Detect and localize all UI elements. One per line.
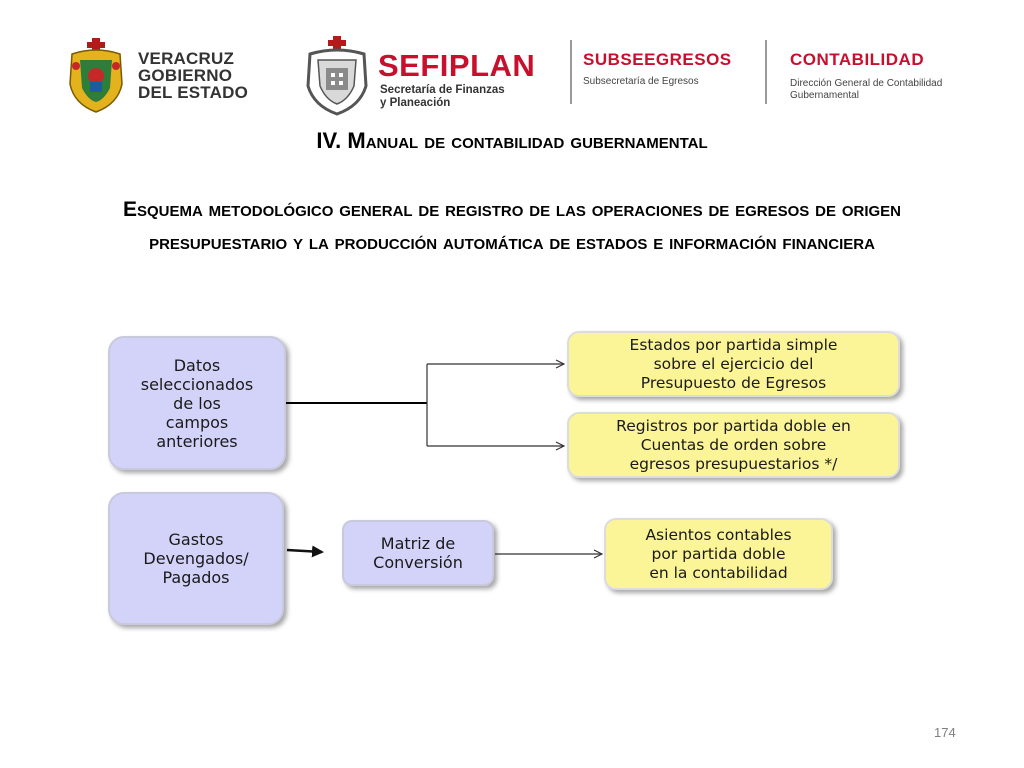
contabilidad-desc-line-1: Dirección General de Contabilidad bbox=[790, 78, 943, 89]
box-asientos-contables bbox=[604, 518, 833, 590]
box-gastos-devengados bbox=[108, 492, 284, 625]
page-number: 174 bbox=[934, 725, 956, 740]
box-gastos-label: Gastos Devengados/ Pagados bbox=[143, 530, 249, 587]
box-estados-label: Estados por partida simple sobre el ejercicio del Presupuesto de Egresos bbox=[629, 335, 838, 392]
section-title: IV. Manual de contabilidad gubernamental bbox=[316, 128, 708, 153]
box-matriz-conversion bbox=[342, 520, 494, 586]
subseegresos-desc: Subsecretaría de Egresos bbox=[583, 76, 699, 87]
arrow-gastos-to-matriz bbox=[287, 550, 322, 552]
box-asientos-label: Asientos contables por partida doble en la contabilidad bbox=[645, 525, 792, 582]
sefiplan-sub-line-1: Secretaría de Finanzas bbox=[380, 84, 505, 96]
contabilidad-desc-line-2: Gubernamental bbox=[790, 90, 859, 101]
box-datos-seleccionados bbox=[108, 336, 286, 470]
box-registros-label: Registros por partida doble en Cuentas de orden sobre egresos presupuestarios */ bbox=[616, 416, 851, 473]
box-datos-label: Datos seleccionados de los campos anteriores bbox=[140, 355, 254, 451]
box-matriz-label: Matriz de Conversión bbox=[373, 534, 463, 572]
veracruz-line-1: VERACRUZ bbox=[138, 49, 235, 68]
scheme-title: Esquema metodológico general de registro de las operaciones de egresos de origen presupuestario y la producción automática de estados e información financiera bbox=[123, 198, 901, 254]
veracruz-line-2: GOBIERNO bbox=[138, 66, 233, 85]
box-estados-partida-simple bbox=[567, 331, 900, 397]
subseegresos-title: SUBSEEGRESOS bbox=[583, 50, 732, 69]
veracruz-line-3: DEL ESTADO bbox=[138, 83, 248, 102]
sefiplan-sub-line-2: y Planeación bbox=[380, 97, 451, 109]
sefiplan-title: SEFIPLAN bbox=[378, 48, 536, 83]
contabilidad-title: CONTABILIDAD bbox=[790, 50, 925, 69]
box-registros-partida-doble bbox=[567, 412, 900, 478]
